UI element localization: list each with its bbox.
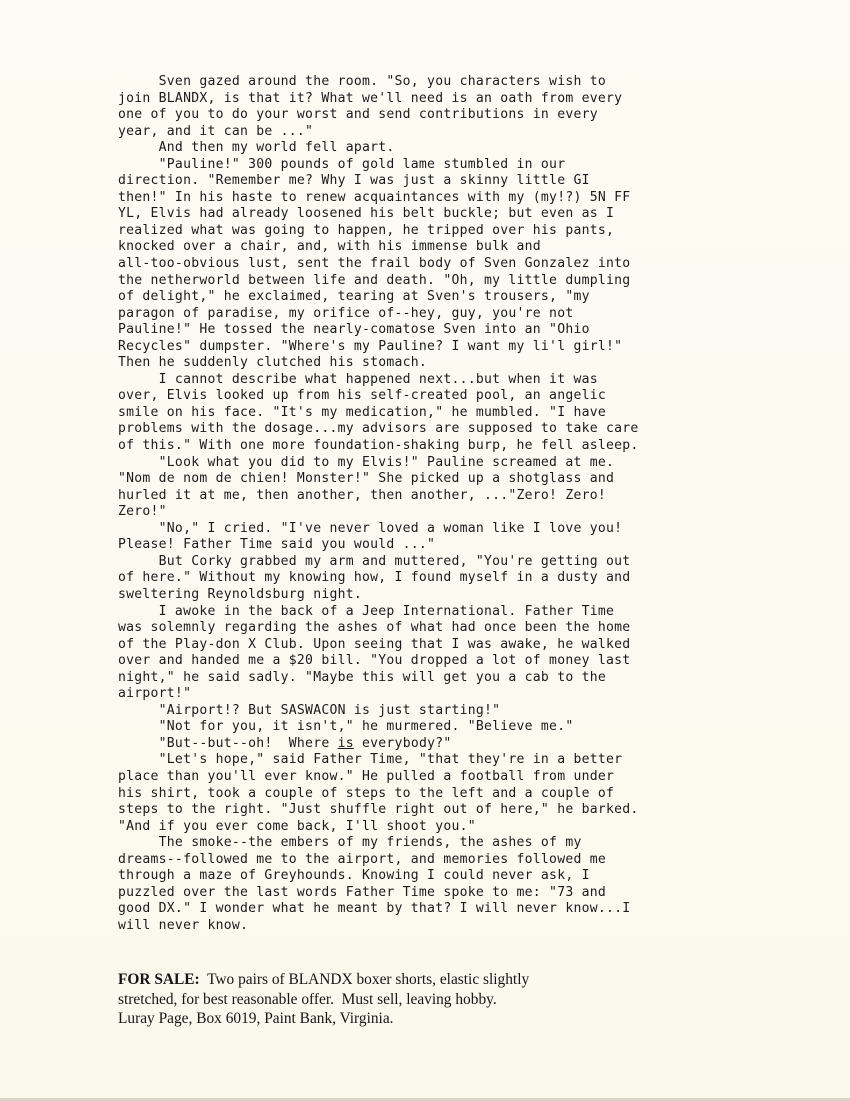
text-line: through a maze of Greyhounds. Knowing I could never ask, I bbox=[118, 868, 590, 884]
text-line: "Airport!? But SASWACON is just starting!" bbox=[118, 702, 501, 718]
text-line: "Let's hope," said Father Time, "that they're in a better bbox=[118, 752, 623, 768]
text-line: And then my world fell apart. bbox=[118, 140, 395, 156]
ad-line bbox=[118, 970, 778, 990]
text-line: of here." Without my knowing how, I found myself in a dusty and bbox=[118, 570, 631, 586]
text-line: knocked over a chair, and, with his immense bulk and bbox=[118, 239, 541, 255]
text-line: over and handed me a $20 bill. "You dropped a lot of money last bbox=[118, 653, 631, 669]
text-line: puzzled over the last words Father Time spoke to me: "73 and bbox=[118, 884, 606, 900]
text-line: of delight," he exclaimed, tearing at Sven's trousers, "my bbox=[118, 289, 590, 305]
text-line: Sven gazed around the room. "So, you characters wish to bbox=[118, 74, 606, 89]
ad-line: stretched, for best reasonable offer. Must sell, leaving hobby. bbox=[118, 990, 497, 1008]
text-segment: everybody?" bbox=[353, 735, 452, 751]
text-line: of this." With one more foundation-shaking burp, he fell asleep. bbox=[118, 438, 639, 454]
text-line: YL, Elvis had already loosened his belt buckle; but even as I bbox=[118, 206, 615, 222]
text-line: airport!" bbox=[118, 686, 192, 702]
text-line: The smoke--the embers of my friends, the ashes of my bbox=[118, 835, 582, 851]
text-line: the netherworld between life and death. "Oh, my little dumpling bbox=[118, 272, 631, 288]
text-line: Pauline!" He tossed the nearly-comatose Sven into an "Ohio bbox=[118, 322, 590, 338]
text-line: was solemnly regarding the ashes of what had once been the home bbox=[118, 620, 631, 636]
text-line: "No," I cried. "I've never loved a woman like I love you! bbox=[118, 520, 623, 536]
text-line: I awoke in the back of a Jeep International. Father Time bbox=[118, 603, 615, 619]
text-line: then!" In his haste to renew acquaintances with my (my!?) 5N FF bbox=[118, 189, 631, 205]
text-line: problems with the dosage...my advisors are supposed to take care bbox=[118, 421, 639, 437]
ad-label: FOR SALE: bbox=[118, 971, 200, 988]
text-line: "Not for you, it isn't," he murmered. "Believe me." bbox=[118, 719, 574, 735]
text-line: I cannot describe what happened next...but when it was bbox=[118, 371, 598, 387]
text-line: place than you'll ever know." He pulled a football from under bbox=[118, 768, 615, 784]
text-line: good DX." I wonder what he meant by that? I will never know...I bbox=[118, 901, 631, 917]
text-line: year, and it can be ..." bbox=[118, 123, 314, 139]
text-line: steps to the right. "Just shuffle right out of here," he barked. bbox=[118, 802, 639, 818]
text-line: "Look what you did to my Elvis!" Pauline screamed at me. bbox=[118, 454, 615, 470]
text-line: join BLANDX, is that it? What we'll need is an oath from every bbox=[118, 90, 623, 106]
text-line: direction. "Remember me? Why I was just a skinny little GI bbox=[118, 173, 590, 189]
text-line: "And if you ever come back, I'll shoot you." bbox=[118, 818, 476, 834]
text-line: night," he said sadly. "Maybe this will get you a cab to the bbox=[118, 669, 606, 685]
text-line: will never know. bbox=[118, 917, 249, 933]
text-line: sweltering Reynoldsburg night. bbox=[118, 586, 362, 602]
text-line: of the Play-don X Club. Upon seeing that I was awake, he walked bbox=[118, 636, 631, 652]
text-line: all-too-obvious lust, sent the frail body of Sven Gonzalez into bbox=[118, 256, 631, 272]
classified-ad bbox=[118, 970, 778, 1029]
text-line-with-underline bbox=[118, 736, 758, 753]
text-line: his shirt, took a couple of steps to the left and a couple of bbox=[118, 785, 615, 801]
text-line: Please! Father Time said you would ..." bbox=[118, 537, 436, 553]
text-line: "Nom de nom de chien! Monster!" She picked up a shotglass and bbox=[118, 471, 615, 487]
text-line: one of you to do your worst and send contributions in every bbox=[118, 107, 598, 123]
text-line: Then he suddenly clutched his stomach. bbox=[118, 355, 428, 371]
story-text bbox=[118, 74, 758, 934]
text-line: dreams--followed me to the airport, and memories followed me bbox=[118, 851, 606, 867]
text-segment: "But--but--oh! Where bbox=[118, 735, 338, 751]
text-line: But Corky grabbed my arm and muttered, "You're getting out bbox=[118, 553, 631, 569]
ad-line: Luray Page, Box 6019, Paint Bank, Virginia. bbox=[118, 1010, 394, 1027]
text-line: realized what was going to happen, he tripped over his pants, bbox=[118, 222, 615, 238]
text-line: Zero!" bbox=[118, 504, 167, 520]
text-line: "Pauline!" 300 pounds of gold lame stumbled in our bbox=[118, 156, 566, 172]
underlined-word: is bbox=[337, 735, 354, 751]
text-line: hurled it at me, then another, then another, ..."Zero! Zero! bbox=[118, 487, 606, 503]
text-line: smile on his face. "It's my medication," he mumbled. "I have bbox=[118, 404, 606, 420]
ad-text: Two pairs of BLANDX boxer shorts, elastic slightly bbox=[199, 971, 530, 988]
text-line: over, Elvis looked up from his self-created pool, an angelic bbox=[118, 388, 606, 404]
text-line: Recycles" dumpster. "Where's my Pauline? I want my li'l girl!" bbox=[118, 338, 623, 354]
text-line: paragon of paradise, my orifice of--hey, guy, you're not bbox=[118, 305, 574, 321]
